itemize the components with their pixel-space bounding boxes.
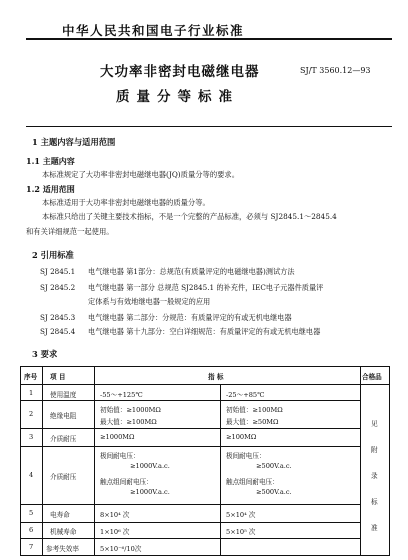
row-item: 参考失效率 bbox=[46, 545, 79, 553]
col-grade-header: 指 标 bbox=[208, 373, 224, 381]
ref-code: SJ 2845.4 bbox=[40, 327, 76, 336]
row-value: -25～+85℃ bbox=[226, 391, 265, 399]
ref-text: 电气继电器 第一部分 总规范 SJ2845.1 的补充件，IEC电子元器件质量评 bbox=[88, 283, 324, 292]
ref-text-continued: 定体系与有效地继电器一般规定的应用 bbox=[88, 297, 211, 306]
side-label-char: 准 bbox=[371, 524, 378, 532]
row-value: 最大值：≥50MΩ bbox=[226, 418, 279, 426]
section-1-1-text: 本标准规定了大功率非密封电磁继电器(JQ)质量分等的要求。 bbox=[42, 170, 240, 179]
row-value: 1×10⁶ 次 bbox=[100, 528, 130, 536]
standard-code: SJ/T 3560.12—93 bbox=[300, 66, 371, 75]
title-rule bbox=[26, 126, 392, 127]
row-value: ≥1000V.a.c. bbox=[130, 488, 170, 496]
row-value: 5×10⁵ 次 bbox=[226, 528, 256, 536]
ref-code: SJ 2845.1 bbox=[40, 267, 76, 276]
row-value: ≥1000V.a.c. bbox=[130, 462, 170, 470]
row-number: 6 bbox=[29, 526, 34, 534]
row-value: 极间耐电压： bbox=[100, 452, 140, 460]
section-1-2-text-line2: 本标准只给出了关键主要技术指标，不是一个完整的产品标准，必须与 SJ2845.1～2845.4 bbox=[42, 212, 337, 221]
section-1-2-text-line1: 本标准适用于大功率非密封电磁继电器的质量分等。 bbox=[42, 198, 210, 207]
row-item: 介质耐压 bbox=[50, 435, 77, 443]
row-value: ≥500V.a.c. bbox=[256, 488, 292, 496]
row-value: 触点组间耐电压： bbox=[226, 478, 279, 486]
row-value: ≥100MΩ bbox=[226, 433, 257, 441]
header-rule bbox=[26, 38, 392, 40]
col-item-header: 项 目 bbox=[50, 373, 66, 381]
row-value: ≥500V.a.c. bbox=[256, 462, 292, 470]
section-2-heading: 2 引用标准 bbox=[32, 250, 74, 260]
row-item: 介质耐压 bbox=[50, 473, 77, 481]
row-value: 极间耐电压： bbox=[226, 452, 266, 460]
side-label-char: 附 bbox=[371, 446, 378, 454]
col-index-header: 序号 bbox=[24, 373, 38, 381]
row-value: 初始值：≥100MΩ bbox=[226, 406, 283, 414]
row-value: ≥1000MΩ bbox=[100, 433, 135, 441]
row-number: 7 bbox=[29, 543, 34, 551]
section-1-heading: 1 主题内容与适用范围 bbox=[32, 137, 116, 147]
row-item: 机械寿命 bbox=[50, 528, 77, 536]
row-number: 5 bbox=[29, 509, 34, 517]
row-number: 3 bbox=[29, 433, 34, 441]
row-number: 2 bbox=[29, 410, 34, 418]
qualified-grade-header: 合格品 bbox=[362, 373, 382, 381]
row-value: 5×10⁻⁶/10次 bbox=[100, 545, 142, 553]
row-value: 触点组间耐电压： bbox=[100, 478, 153, 486]
row-number: 4 bbox=[29, 471, 34, 479]
row-item: 电寿命 bbox=[50, 511, 70, 519]
row-item: 绝缘电阻 bbox=[50, 412, 77, 420]
ref-text: 电气继电器 第1部分：总规范(有质量评定的电磁继电器)测试方法 bbox=[88, 267, 295, 276]
section-1-2-text-line3: 和有关详细规范一起使用。 bbox=[26, 227, 114, 236]
side-label-char: 标 bbox=[371, 498, 378, 506]
ref-text: 电气继电器 第十九部分：空白详细规范：有质量评定的有或无机电继电器 bbox=[88, 327, 321, 336]
row-item: 使用温度 bbox=[50, 391, 77, 399]
requirements-table bbox=[20, 366, 390, 556]
ref-code: SJ 2845.3 bbox=[40, 313, 76, 322]
row-value: 初始值：≥1000MΩ bbox=[100, 406, 161, 414]
row-value: 最大值：≥100MΩ bbox=[100, 418, 157, 426]
standard-title-line1: 大功率非密封电磁继电器 bbox=[100, 64, 260, 80]
standard-title-line2: 质量分等标准 bbox=[116, 89, 239, 105]
row-value: -55～+125℃ bbox=[100, 391, 143, 399]
row-value: 8×10⁴ 次 bbox=[100, 511, 130, 519]
side-label-char: 录 bbox=[371, 472, 378, 480]
section-1-2-heading: 1.2 适用范围 bbox=[26, 184, 75, 194]
row-value: 5×10⁴ 次 bbox=[226, 511, 256, 519]
section-3-heading: 3 要求 bbox=[32, 349, 58, 359]
issuing-organization: 中华人民共和国电子行业标准 bbox=[62, 23, 245, 38]
ref-code: SJ 2845.2 bbox=[40, 283, 76, 292]
section-1-1-heading: 1.1 主题内容 bbox=[26, 156, 75, 166]
ref-text: 电气继电器 第二部分：分规范：有质量评定的有或无机电继电器 bbox=[88, 313, 292, 322]
row-number: 1 bbox=[29, 389, 34, 397]
side-label-char: 见 bbox=[371, 420, 378, 428]
